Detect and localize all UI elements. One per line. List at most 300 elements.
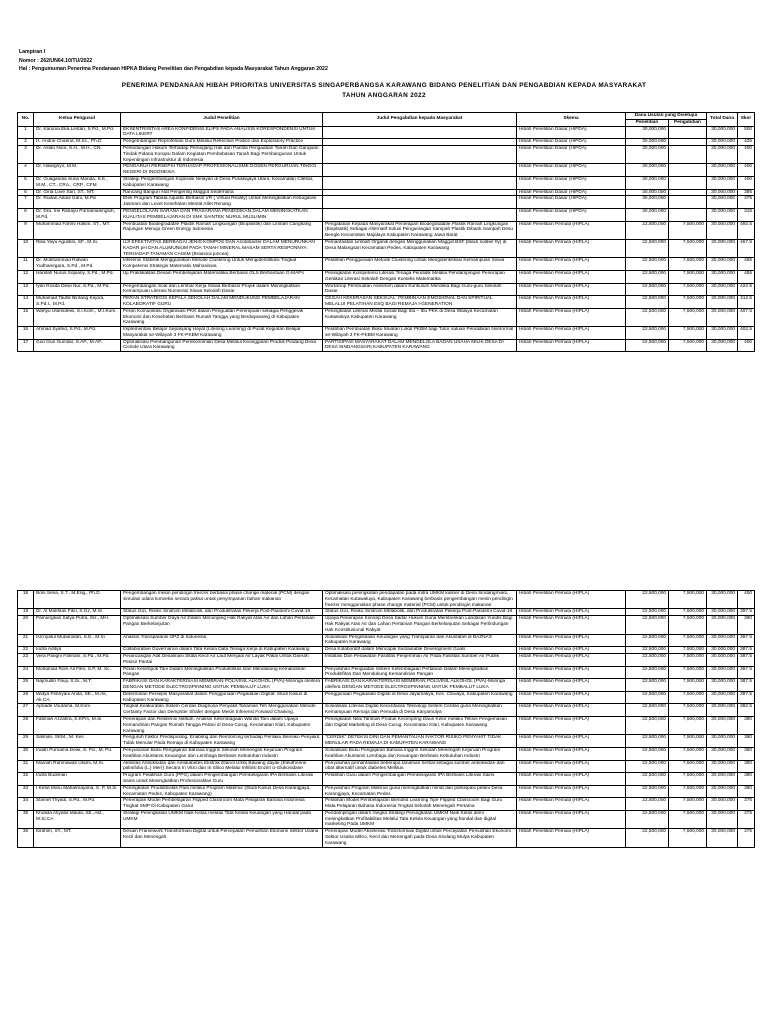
row-judul-penelitian: Desain Framework Transformasi Digital untuk Percepatan Pemulihan Ekonomi Sektor Usaha Kecil dan Menengah — [121, 829, 323, 847]
row-total: 30,000,000 — [707, 327, 738, 340]
row-skor: 407.5 — [738, 308, 755, 326]
row-total: 30,000,000 — [707, 810, 738, 828]
row-dana-penelitian: 22,500,000 — [626, 609, 669, 616]
row-dana-penelitian: 22,500,000 — [626, 798, 669, 811]
row-dana-pengabdian: 7,500,000 — [669, 296, 707, 309]
row-skema: Hibah Penelitian Pemula (HIPLA) — [517, 258, 626, 271]
row-total: 30,000,000 — [707, 126, 738, 139]
row-no: 30 — [18, 747, 34, 760]
row-skor: 400 — [738, 591, 755, 609]
row-no: 10 — [18, 239, 34, 257]
table-row — [18, 258, 755, 271]
row-skema: Hibah Penelitian Dasar (HIPDA) — [517, 164, 626, 177]
row-no: 6 — [18, 189, 34, 196]
row-judul-penelitian: Peningkatan Produktivitas Padi melalui Program Makmur (Studi Kasus Desa Karangjaya, Kecamatan Pedes, Kabupaten Karawang) — [121, 785, 323, 798]
row-dana-penelitian: 22,500,000 — [626, 829, 669, 847]
row-skor: 387.5 — [738, 666, 755, 679]
table-row — [18, 798, 755, 811]
row-dana-pengabdian: 7,500,000 — [669, 339, 707, 352]
row-skor: 382.5 — [738, 704, 755, 717]
row-skema: Hibah Penelitian Pemula (HIPLA) — [517, 716, 626, 734]
row-dana-pengabdian — [669, 176, 707, 189]
header-no: No. — [18, 113, 34, 127]
row-total: 30,000,000 — [707, 139, 738, 146]
row-judul-penelitian: Efek Program Tabata Aquatic Berbasis VR ( Virtual Reality) Untuk Meningkatkan Kebugaran Jasmani dan Level Kesehatan Mental Atlet Renang — [121, 196, 323, 209]
row-total: 30,000,000 — [707, 164, 738, 177]
row-total: 30,000,000 — [707, 634, 738, 647]
row-dana-pengabdian: 7,500,000 — [669, 691, 707, 704]
row-judul-pengabdian — [323, 126, 517, 139]
header-skor: Skor — [738, 113, 755, 127]
row-skor: 315 — [738, 208, 755, 221]
row-no: 35 — [18, 810, 34, 828]
row-skor: 380 — [738, 760, 755, 773]
document-page-2 — [0, 540, 768, 1024]
row-dana-pengabdian: 7,500,000 — [669, 258, 707, 271]
table-row — [18, 691, 755, 704]
row-dana-penelitian: 30,000,000 — [626, 208, 669, 221]
table-row — [18, 829, 755, 847]
row-dana-penelitian: 22,500,000 — [626, 735, 669, 748]
row-judul-pengabdian: Penyuluhan Program Makmur guna meningkatkan minat dan partisipasi petani Desa Karangjaya, Kecamatan Pedes — [323, 785, 517, 798]
row-no: 36 — [18, 829, 34, 847]
row-skema: Hibah Penelitian Dasar (HIPDA) — [517, 208, 626, 221]
row-total: 30,000,000 — [707, 176, 738, 189]
row-ketua: Salman, SKM., M. Kes — [34, 735, 121, 748]
row-dana-pengabdian: 7,500,000 — [669, 716, 707, 734]
row-skor: 397.5 — [738, 609, 755, 616]
row-skema: Hibah Penelitian Pemula (HIPLA) — [517, 239, 626, 257]
table-row — [18, 679, 755, 692]
row-dana-penelitian: 22,500,000 — [626, 679, 669, 692]
row-ketua: Ibrahim, ST., MT. — [34, 829, 121, 847]
header-total: Total Dana — [707, 113, 738, 127]
row-total: 30,000,000 — [707, 208, 738, 221]
row-no: 1 — [18, 126, 34, 139]
row-skor: 500 — [738, 126, 755, 139]
row-judul-pengabdian: Pengabdian Kepada Masyarakat Penerapan Biodegradable Plastik Ramah Lingkungan (Bioplastik) Sebagai Alternatif Solusi Pengurangan Sampah Plastik Dibank Sampah Desu Bengle Kecamatan Majalaya Kabupaten Karawang Jawa Barat — [323, 221, 517, 239]
row-dana-pengabdian — [669, 145, 707, 163]
row-skor: 455 — [738, 270, 755, 283]
row-judul-pengabdian — [323, 164, 517, 177]
row-no: 14 — [18, 296, 34, 309]
table-row — [18, 609, 755, 616]
row-no: 3 — [18, 145, 34, 163]
row-dana-penelitian: 22,500,000 — [626, 339, 669, 352]
row-total: 30,000,000 — [707, 735, 738, 748]
row-skema: Hibah Penelitian Pemula (HIPLA) — [517, 653, 626, 666]
table-row — [18, 810, 755, 828]
row-dana-penelitian: 30,000,000 — [626, 176, 669, 189]
row-judul-pengabdian: PARTISIPASI MASYARAKAT DALAM MENGELOLA BADAN USAHA MILIK DESA DI DESA SINDANGSARI KABUPATEN KARAWANG — [323, 339, 517, 352]
table-row — [18, 735, 755, 748]
row-dana-penelitian: 22,500,000 — [626, 647, 669, 654]
row-dana-pengabdian — [669, 196, 707, 209]
row-judul-penelitian: Pengembangan Soal dan Lembar Kerja Siswa Berbasis Projek dalam Meningkatkan Kemampuan Literasi Numerasi Siswa Sekolah Dasar — [121, 283, 323, 296]
row-dana-pengabdian — [669, 189, 707, 196]
row-no: 22 — [18, 647, 34, 654]
row-skema: Hibah Penelitian Pemula (HIPLA) — [517, 760, 626, 773]
row-total: 30,000,000 — [707, 829, 738, 847]
row-judul-penelitian: Pembuatan Biodegradable Plastik Ramah Lingkungan (Bioplastik) dari Limbah Cangkang Rajungan Menuju Green Energy Indonesia — [121, 221, 323, 239]
row-skor: 387.5 — [738, 653, 755, 666]
row-skema: Hibah Penelitian Pemula (HIPLA) — [517, 810, 626, 828]
row-judul-pengabdian: Workshop Pembuatan Asesmen dalam Kurikulum Merdeka Bagi Guru-guru Sekolah Dasar — [323, 283, 517, 296]
row-skema: Hibah Penelitian Pemula (HIPLA) — [517, 647, 626, 654]
row-total: 30,000,000 — [707, 773, 738, 786]
row-no: 34 — [18, 798, 34, 811]
row-skema: Hibah Penelitian Dasar (HIPDA) — [517, 176, 626, 189]
row-ketua: Boni Sena, S.T., M.Eng., Ph.D — [34, 591, 121, 609]
row-judul-pengabdian: Sosialisasi Literasi Digital Kecerdasan Teknologi Sistem Cerdas guna Meningkatkan Kemampuan Remaja dan Pemuda di Desa Karyamulya — [323, 704, 517, 717]
row-total: 30,000,000 — [707, 785, 738, 798]
row-judul-penelitian: Pengembangan mesin pendingin freezer berbasis phase change material (PCM) dengan simulasi udara konveksi secara paksa untuk penyimpanan bahan makanan — [121, 591, 323, 609]
row-skor: 375 — [738, 196, 755, 209]
row-skema: Hibah Penelitian Pemula (HIPLA) — [517, 308, 626, 326]
table-row — [18, 653, 755, 666]
row-judul-penelitian: Determinan Persepsi Masyarakat dalam Penggunaan Pegadaian Digital: Studi Kasus di Kabupaten Karawang — [121, 691, 323, 704]
row-judul-penelitian: UJI EFEKTIVITAS BERBAGAI JENIS KOMPOS DAN Azotobacter DALAM MENURUNKAN KADAR pH DAN ALUMUNIUM PADA TANAH MINERAL MASAM SERTA RESPONNYA TERHADAP TANAMAN CAISIM (Brassica juncea) — [121, 239, 323, 257]
row-dana-pengabdian: 7,500,000 — [669, 747, 707, 760]
row-skema: Hibah Penelitian Pemula (HIPLA) — [517, 634, 626, 647]
row-dana-penelitian: 22,500,000 — [626, 760, 669, 773]
row-judul-penelitian: Inferensi Statistik Menggunakan Metode Clustering Untuk Mengidentifikasi Tingkat Kompetensi Strategis Matematis Mahasiswa — [121, 258, 323, 271]
row-no: 24 — [18, 666, 34, 679]
row-ketua: Hanifah Nurus Sopiany, S.Pd., M.Pd. — [34, 270, 121, 283]
row-skema: Hibah Penelitian Pemula (HIPLA) — [517, 666, 626, 679]
row-total: 30,000,000 — [707, 145, 738, 163]
row-ketua: Slamet Triyadi, S.Pd., M.Pd. — [34, 798, 121, 811]
row-dana-penelitian: 30,000,000 — [626, 126, 669, 139]
row-skema: Hibah Penelitian Dasar (HIPDA) — [517, 189, 626, 196]
row-judul-penelitian: Implementasi Belajar Sepanjang Hayat (Lifelong Learning) di Pusat Kegiatan Belajar Masyarakat se-Wilayah 3 FK-PKBM Karawang — [121, 327, 323, 340]
table-row — [18, 591, 755, 609]
row-ketua: Ahmad Syahid, S.Pd., M.Pd. — [34, 327, 121, 340]
row-total: 30,000,000 — [707, 339, 738, 352]
row-dana-penelitian: 22,500,000 — [626, 810, 669, 828]
row-no: 9 — [18, 221, 34, 239]
row-dana-penelitian: 22,500,000 — [626, 616, 669, 634]
row-skema: Hibah Penelitian Pemula (HIPLA) — [517, 616, 626, 634]
row-ketua: Mamah Rahmawati Utami, M.Si. — [34, 760, 121, 773]
row-no: 21 — [18, 634, 34, 647]
header-dana: Dana Usulan yang Disetujui — [626, 113, 707, 120]
row-judul-pengabdian: Pelatihan Penggunaan Metode Clustering Untuk Mengidentifikasi Kemampuan Siswa — [323, 258, 517, 271]
row-total: 30,000,000 — [707, 308, 738, 326]
row-judul-penelitian: Pengembangan Reprofesian Guru Melalui Reflective Pratice dan Exploratory Practice — [121, 139, 323, 146]
row-dana-pengabdian: 7,500,000 — [669, 704, 707, 717]
row-judul-pengabdian: Pemanfaatan Limbah Organik dengan Menggunakan Maggot BSF (black soldier fly) di Desa Malangsari Kecamatan Pedes, Kabupaten Karawang — [323, 239, 517, 257]
row-skema: Hibah Penelitian Pemula (HIPLA) — [517, 283, 626, 296]
row-no: 18 — [18, 591, 34, 609]
row-dana-pengabdian: 7,500,000 — [669, 666, 707, 679]
row-skor: 467.5 — [738, 239, 755, 257]
row-ketua: Pamungkas Satya Putra, SH., MH. — [34, 616, 121, 634]
row-judul-pengabdian: FABRIKASI DAN KARAKTERISASI MEMBRAN POLIVINIL ALKOHOL (PVA)-Moringa oleifera DENGAN METODE ELECTROSPINNING UNTUK PEMBALUT LUKA — [323, 679, 517, 692]
row-dana-pengabdian: 7,500,000 — [669, 616, 707, 634]
row-dana-penelitian: 22,500,000 — [626, 785, 669, 798]
row-judul-pengabdian — [323, 189, 517, 196]
row-judul-pengabdian — [323, 145, 517, 163]
row-skor: 425 — [738, 139, 755, 146]
row-skor: 465 — [738, 258, 755, 271]
row-ketua: H. Andrie Chaerul, M.Sc., Ph.D — [34, 139, 121, 146]
row-dana-penelitian: 22,500,000 — [626, 716, 669, 734]
table-row — [18, 760, 755, 773]
hal-label: Hal : Pengumuman Penerima Pendanaan HIPKA Bidang Penelitian dan Pengabdian kepada Masyarakat Tahun Anggaran 2022 — [19, 66, 328, 72]
row-total: 30,000,000 — [707, 221, 738, 239]
row-judul-pengabdian — [323, 196, 517, 209]
row-judul-penelitian: Strategi Pengembangan Koperasi Nelayan di Desa Pusakajaya Utara, Kecamatan Cilebar, Kabupaten Karawang — [121, 176, 323, 189]
header-dana-pengabdian: Pengabdian — [669, 119, 707, 126]
header-judul-pengabdian: Judul Pengabdian kepada Masyarakat — [323, 113, 517, 127]
row-skor: 380 — [738, 747, 755, 760]
row-dana-penelitian: 22,500,000 — [626, 221, 669, 239]
row-dana-pengabdian: 7,500,000 — [669, 283, 707, 296]
row-ketua: Fatimah Azzahra, S.KPm, M.Si — [34, 716, 121, 734]
row-ketua: Dr. Mokhammad Ridwan Yudhanegara, S.Pd., M.Pd. — [34, 258, 121, 271]
row-judul-penelitian: Program Pelatihan Guru (PPG) dalam Pengembangan Pembelajaran IPA Berbasis Literasi Sains untuk Meningkatkan Profesionalitas Guru — [121, 773, 323, 786]
row-dana-penelitian: 22,500,000 — [626, 258, 669, 271]
row-judul-pengabdian: Penyuluhan pemanfaatan beberapa tanaman herbal sebagai sumber antioksidan dan obat alternatif untuk diabetes Mellitus — [323, 760, 517, 773]
row-judul-pengabdian: Pelatihan Model Pembelajaran Blended Learning Tipe Flipped Classroom Bagi Guru Mata Pelajaran Bahasa Indonesia Tingkat Sekolah Menengah Pertama — [323, 798, 517, 811]
row-dana-penelitian: 22,500,000 — [626, 296, 669, 309]
row-skor: 387.5 — [738, 691, 755, 704]
row-skema: Hibah Penelitian Pemula (HIPLA) — [517, 327, 626, 340]
row-judul-pengabdian: Sosialisasi Buku Pengajaran Bahasa Inggris Sekolah Menengah Kejuruan Program Keahlian Akuntansi Lembaga dan Keuangan Berbasis Kebutuhan Industri — [323, 747, 517, 760]
row-skema: Hibah Penelitian Dasar (HIPDA) — [517, 139, 626, 146]
row-ketua: Dr. Aslan Noor, S.H., M.H., CN. — [34, 145, 121, 163]
table-row — [18, 221, 755, 239]
recipients-table-page2 — [17, 590, 755, 848]
row-dana-penelitian: 22,500,000 — [626, 747, 669, 760]
row-judul-penelitian: PERAN STRATEGIS KEPALA SEKOLAH DALAM MENDUKUNG PEMBELAJARAN KOLABORATIF GURU — [121, 296, 323, 309]
row-dana-penelitian: 30,000,000 — [626, 145, 669, 163]
row-ketua: Widya Febriyani Anita, SE., M.Ak, Ak.CA. — [34, 691, 121, 704]
row-total: 30,000,000 — [707, 647, 738, 654]
row-no: 23 — [18, 653, 34, 666]
row-dana-penelitian: 22,500,000 — [626, 270, 669, 283]
row-no: 8 — [18, 208, 34, 221]
row-dana-penelitian: 22,500,000 — [626, 283, 669, 296]
row-total: 30,000,000 — [707, 716, 738, 734]
row-skor: 387.5 — [738, 634, 755, 647]
row-no: 26 — [18, 691, 34, 704]
row-total: 30,000,000 — [707, 270, 738, 283]
row-no: 25 — [18, 679, 34, 692]
row-ketua: Dr. Al Mukhlas Fikri, S.Gz, M.Si — [34, 609, 121, 616]
table-row — [18, 666, 755, 679]
table-row — [18, 339, 755, 352]
row-judul-penelitian: Penerapan dan Resiliensi Nafkah: Analisis Kelembagaan Wanita Tani dalam Upaya Kemandirian Pangan Rumah Tangga Petani di Desa Curug, Kecamatan Klari, Kabupaten Karawang — [121, 716, 323, 734]
row-no: 4 — [18, 164, 34, 177]
row-judul-pengabdian: Peningkatan Kompetensi Literasi Tenaga Pendidik Melalui Pendampingan Penerapan Gerakan Literasi Sekolah Dengan Konteks Matematika — [323, 270, 517, 283]
row-judul-pengabdian: Pelatihan Guru dalam Pengembangan Pembelajaran IPA Berbasis Literasi Sains — [323, 773, 517, 786]
table-row — [18, 327, 755, 340]
header-judul-penelitian: Judul Penelitian — [121, 113, 323, 127]
row-skema: Hibah Penelitian Pemula (HIPLA) — [517, 296, 626, 309]
row-total: 30,000,000 — [707, 747, 738, 760]
row-skema: Hibah Penelitian Pemula (HIPLA) — [517, 221, 626, 239]
row-no: 5 — [18, 176, 34, 189]
row-dana-penelitian: 22,500,000 — [626, 653, 669, 666]
row-total: 30,000,000 — [707, 239, 738, 257]
row-judul-pengabdian: Penyuluhan Penguatan Sistem Kelembagaan Pertanian Dalam Meningkatkan Produktifitas Dan Mendukung Kemandirian Pangan — [323, 666, 517, 679]
row-skor: 375 — [738, 798, 755, 811]
row-judul-penelitian: Uji Praktikalitas Desain Pembelajaran Matematika Berbasis GLS Berbantuan G-MAPs — [121, 270, 323, 283]
row-total: 30,000,000 — [707, 609, 738, 616]
row-judul-penelitian: Collaborative Governance dalam Tata Kelola Data Tenaga Kerja di Kabupaten Karawang — [121, 647, 323, 654]
row-skema: Hibah Penelitian Pemula (HIPLA) — [517, 747, 626, 760]
row-ketua: Rika Yayu Agustini, SF., M.Si. — [34, 239, 121, 257]
row-judul-pengabdian: Peningkatan Literasi Media Sosial Bagi Ibu – Ibu PKK di Desa Waluya Kecamatan Kutawaluya Kabupaten Karawang — [323, 308, 517, 326]
row-ketua: Vera Pangni Fahriani, S.Pd., M.Pd. — [34, 653, 121, 666]
row-total: 30,000,000 — [707, 653, 738, 666]
row-dana-pengabdian — [669, 126, 707, 139]
table-row — [18, 164, 755, 177]
row-no: 7 — [18, 196, 34, 209]
row-dana-penelitian: 22,500,000 — [626, 591, 669, 609]
row-judul-pengabdian — [323, 139, 517, 146]
row-skor: 380 — [738, 735, 755, 748]
row-dana-pengabdian: 7,500,000 — [669, 270, 707, 283]
row-judul-pengabdian: Desa Kolaboratif dalam Mencapai Sustainable Development Goals — [323, 647, 517, 654]
row-judul-pengabdian: Optimalisasi peningkatan pendapatan pada mitra UMKM kuliner di Desa Sindangmukti, Kecamatan Kutawaluya, Kabupaten Karawang berbasis pengembangan mesin pendingin freezer menggunakan phase change material (PCM) untuk pendingin makanan — [323, 591, 517, 609]
row-dana-pengabdian — [669, 208, 707, 221]
row-judul-penelitian: PENGELOLAAN SARANA DAN PRASARANA PENDIDIKAN DALAM MENINGKATKAN KUALITAS PEMBELAJARAN DI SMK SAINTEK NURUL MUSLIMIN — [121, 208, 323, 221]
row-judul-pengabdian — [323, 208, 517, 221]
row-skema: Hibah Penelitian Pemula (HIPLA) — [517, 798, 626, 811]
row-skor: 400 — [738, 339, 755, 352]
row-judul-penelitian: Rancang Bangun Alat Pengering Maggot Sederhana — [121, 189, 323, 196]
table-row — [18, 189, 755, 196]
row-skor: 422.5 — [738, 283, 755, 296]
table-row — [18, 196, 755, 209]
row-skema: Hibah Penelitian Pemula (HIPLA) — [517, 339, 626, 352]
row-total: 30,000,000 — [707, 704, 738, 717]
row-no: 16 — [18, 327, 34, 340]
table-row — [18, 283, 755, 296]
lampiran-label: Lampiran I — [19, 49, 46, 55]
row-judul-pengabdian — [323, 176, 517, 189]
row-total: 30,000,000 — [707, 679, 738, 692]
row-ketua: Indah Purnama Dewi, S. Pd., M. Pd. — [34, 747, 121, 760]
table-row — [18, 716, 755, 734]
row-judul-penelitian: Tingkat Keakuratan Sistem Cerdas Diagnosa Penyakit Tanaman Teh Menggunakan Metode Certainty Factor dan Dempster Shafer dengan Mesin Inferensi Forward Chaining. — [121, 704, 323, 717]
row-total: 30,000,000 — [707, 283, 738, 296]
row-skema: Hibah Penelitian Pemula (HIPLA) — [517, 691, 626, 704]
row-ketua: Indra Budiman — [34, 773, 121, 786]
row-total: 30,000,000 — [707, 616, 738, 634]
row-judul-penelitian: Aktivitas Antioksidan dan Antidiabetes Ekstrak Etanol Umbi Bawang dayak (Eleutherine palmifolia (L.) Merr) Secara In Vitro dan In Silico Melalui Inhibisi Enzim α-Glukosidase — [121, 760, 323, 773]
table-row — [18, 239, 755, 257]
row-judul-pengabdian: Pelatihan Pembuatan Buku Muatan Lokal PKBM bagi Tutor satuan Pendidikan Nonformal se-Wilayah 3 FK-PKBM Karawang — [323, 327, 517, 340]
nomor-label: Nomor : 262/UN64.10/TU/2022 — [19, 58, 93, 64]
row-skor: 400 — [738, 176, 755, 189]
row-skema: Hibah Penelitian Pemula (HIPLA) — [517, 735, 626, 748]
table-row — [18, 126, 755, 139]
document-title: PENERIMA PENDANAAN HIBAH PRIORITAS UNIVERSITAS SINGAPERBANGSA KARAWANG BIDANG PENELITIAN DAN PENGABDIAN KEPADA MASYARAKAT — [121, 82, 647, 89]
row-skema: Hibah Penelitian Dasar (HIPDA) — [517, 196, 626, 209]
row-skor: 380 — [738, 785, 755, 798]
row-dana-penelitian: 22,500,000 — [626, 666, 669, 679]
table-row — [18, 647, 755, 654]
row-total: 30,000,000 — [707, 760, 738, 773]
table-row — [18, 773, 755, 786]
row-no: 2 — [18, 139, 34, 146]
row-judul-penelitian: Status Gizi, Risiko Sindrom Metabolik, dan Produktivitas Pekerja Post-Pandemi Covid-19 — [121, 609, 323, 616]
row-ketua: Dr. Karunia Eka Lestari, S.Pd., M.Pd. — [34, 126, 121, 139]
row-ketua: Mohamad Rom Ali Fikri, S.P, M. Sc. — [34, 666, 121, 679]
row-skor: 375 — [738, 810, 755, 828]
row-skema: Hibah Penelitian Pemula (HIPLA) — [517, 591, 626, 609]
row-judul-penelitian: Penguruh Faktor Predisposing, Enabling dan Reinforcing terhadap Perilaku Berisiko Penyakit Tidak Menular Pada Remaja di Kabupaten Karawang — [121, 735, 323, 748]
row-ketua: Iyan Rosita Dewi Nur, S.Pd., M.Pd. — [34, 283, 121, 296]
row-dana-pengabdian: 7,500,000 — [669, 810, 707, 828]
row-judul-pengabdian: Penggunaan Pegadaian Digital di Desa Jayamakya, Kec. Cibuaya, Kabupaten Karawang — [323, 691, 517, 704]
row-dana-pengabdian: 7,500,000 — [669, 308, 707, 326]
row-no: 29 — [18, 735, 34, 748]
row-no: 20 — [18, 616, 34, 634]
row-no: 27 — [18, 704, 34, 717]
table-row — [18, 634, 755, 647]
row-dana-pengabdian: 7,500,000 — [669, 647, 707, 654]
row-judul-penelitian: FABRIKASI DAN KARAKTERISASI MEMBRAN POLIVINIL ALKOHOL (PVA)-Moringa oleifera DENGAN METODE ELECTROSPINNING UNTUK PEMBALUT LUKA — [121, 679, 323, 692]
row-judul-penelitian: Optimalisasi Pembangunan Perekonomian Desa Melalui Keunggulan Produk Pindang Desa Cicinde Utara Karawang — [121, 339, 323, 352]
row-dana-penelitian: 30,000,000 — [626, 164, 669, 177]
row-judul-penelitian: Perancangan Alat Desalinasi Skala Kecil Air Laut Menjadi Air Layak Pakai Untuk Daerah Pesisir Pantai — [121, 653, 323, 666]
row-judul-pengabdian: Peningkatan Nilai Tambah Produk Kecimpring Daun Kelor melalui Teknik Pengemasan dan Digital Marketing di Desa Curug, Kecamatan Klari, Kabupaten Karawang — [323, 716, 517, 734]
table-row — [18, 704, 755, 717]
row-no: 32 — [18, 773, 34, 786]
row-dana-penelitian: 22,500,000 — [626, 239, 669, 257]
row-ketua: Indra Aditya — [34, 647, 121, 654]
row-skema: Hibah Penelitian Dasar (HIPDA) — [517, 145, 626, 163]
row-ketua: Wahyu Utamidewi, S.I.Kom., M.I.Kom. — [34, 308, 121, 326]
row-skema: Hibah Penelitian Pemula (HIPLA) — [517, 609, 626, 616]
row-dana-pengabdian: 7,500,000 — [669, 609, 707, 616]
row-judul-penelitian: Strategi Peningkatan UMKM Naik Kelas melalui Tata Kelola Keuangan yang Handal pada UMKM — [121, 810, 323, 828]
row-ketua: Dr. Hawignyo, M.M. — [34, 164, 121, 177]
row-dana-pengabdian: 7,500,000 — [669, 679, 707, 692]
row-no: 17 — [18, 339, 34, 352]
row-dana-pengabdian — [669, 139, 707, 146]
table-row — [18, 308, 755, 326]
row-skor: 385 — [738, 189, 755, 196]
table-row — [18, 145, 755, 163]
document-title-year: TAHUN ANGGARAN 2022 — [342, 92, 426, 99]
row-no: 28 — [18, 716, 34, 734]
row-no: 11 — [18, 258, 34, 271]
row-judul-pengabdian: Penerapan Model Akselerasi Transformasi Digital untuk Percepatan Pemulihan Ekonomi Sektor Usaha Mikro, Kecil dan Menengah pada Desa Sindang Mulya Kabupaten Karawang — [323, 829, 517, 847]
row-dana-pengabdian: 7,500,000 — [669, 829, 707, 847]
row-ketua: Muhamad Taufik Bintang Kejora, S.Pd.I., M.Pd. — [34, 296, 121, 309]
row-ketua: Dr. Rudan Abdul Gani, M.Pd — [34, 196, 121, 209]
row-skor: 390 — [738, 616, 755, 634]
row-skor: 375 — [738, 829, 755, 847]
row-dana-pengabdian: 7,500,000 — [669, 798, 707, 811]
row-total: 30,000,000 — [707, 196, 738, 209]
row-dana-penelitian: 22,500,000 — [626, 691, 669, 704]
header-skema: Skema — [517, 113, 626, 127]
row-skor: 402.5 — [738, 327, 755, 340]
row-judul-pengabdian: CEGAH KEKERASAN SEKSUAL: PEMBINAAN EMOSIONAL DAN SPIRITUAL MELALUI PELATIHAN ESQ BAGI REMAJA I-GENERATION — [323, 296, 517, 309]
table-row — [18, 296, 755, 309]
row-total: 30,000,000 — [707, 296, 738, 309]
row-dana-pengabdian: 7,500,000 — [669, 221, 707, 239]
row-dana-pengabdian: 7,500,000 — [669, 327, 707, 340]
row-ketua: Dr. Guagandia Suria Manda, S.E., M.M., CT., CRA., CRP., CFM — [34, 176, 121, 189]
